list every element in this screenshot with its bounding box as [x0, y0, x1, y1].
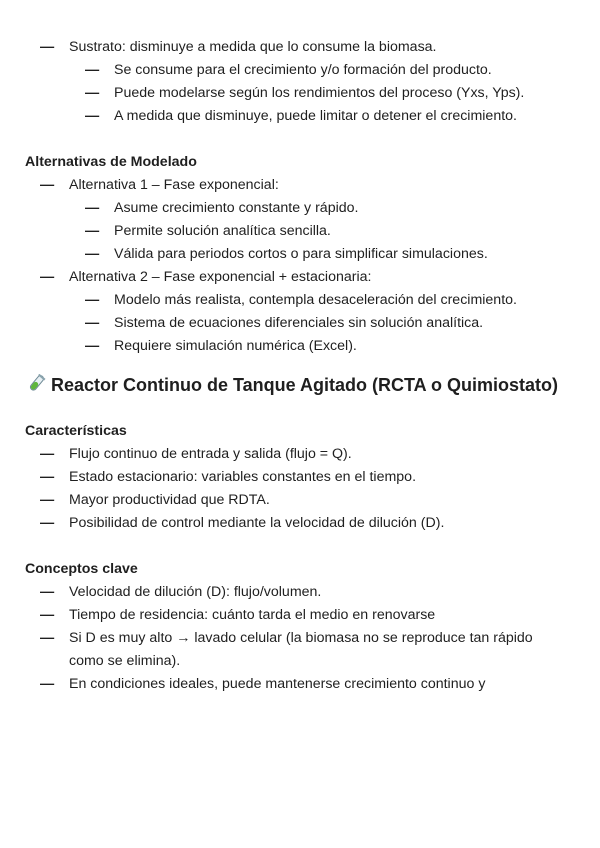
list-item-text: En condiciones ideales, puede mantenerse crecimiento continuo y [69, 676, 486, 692]
list-item [0, 266, 600, 289]
sub-list-item [0, 105, 600, 128]
list-item [0, 174, 600, 197]
sub-list-item [0, 82, 600, 105]
dash-bullet: — [85, 315, 100, 331]
list-item-text: Mayor productividad que RDTA. [69, 492, 270, 508]
sub-list-item [0, 197, 600, 220]
list-item [0, 604, 600, 627]
list-item-text: Flujo continuo de entrada y salida (flujo = Q). [69, 446, 352, 462]
alternatives-section [0, 151, 600, 358]
dash-bullet: — [40, 177, 55, 193]
key-concepts-section [0, 558, 600, 696]
dash-bullet: — [40, 630, 55, 646]
dash-bullet: — [40, 446, 55, 462]
sub-list-item [0, 335, 600, 358]
section-title-text: Reactor Continuo de Tanque Agitado (RCTA o Quimiostato) [51, 375, 558, 395]
list-item [0, 673, 600, 696]
list-item-text: Si D es muy alto → lavado celular (la biomasa no se reproduce tan rápido como se elimina). [69, 630, 533, 669]
list-item-text: Modelo más realista, contempla desaceleración del crecimiento. [114, 292, 517, 308]
dash-bullet: — [85, 62, 100, 78]
dash-bullet: — [40, 469, 55, 485]
characteristics-heading: Características [25, 423, 127, 439]
key-concepts-heading: Conceptos clave [25, 561, 138, 577]
list-item-text: A medida que disminuye, puede limitar o detener el crecimiento. [114, 108, 517, 124]
test-tube-icon [25, 374, 47, 394]
list-item [0, 627, 600, 673]
list-item [0, 512, 600, 535]
list-item-text: Alternativa 2 – Fase exponencial + estacionaria: [69, 269, 372, 285]
dash-bullet: — [40, 584, 55, 600]
list-item [0, 466, 600, 489]
list-item-text: Velocidad de dilución (D): flujo/volumen. [69, 584, 322, 600]
alternatives-heading: Alternativas de Modelado [25, 154, 197, 170]
dash-bullet: — [85, 246, 100, 262]
dash-bullet: — [85, 292, 100, 308]
document-page [0, 36, 600, 696]
dash-bullet: — [40, 515, 55, 531]
sub-list-item [0, 312, 600, 335]
dash-bullet: — [40, 607, 55, 623]
list-item-text: Estado estacionario: variables constantes en el tiempo. [69, 469, 417, 485]
list-item-text: Puede modelarse según los rendimientos del proceso (Yxs, Yps). [114, 85, 525, 101]
dash-bullet: — [85, 200, 100, 216]
list-item-text: Permite solución analítica sencilla. [114, 223, 331, 239]
dash-bullet: — [85, 338, 100, 354]
dash-bullet: — [85, 108, 100, 124]
list-item-text: Posibilidad de control mediante la velocidad de dilución (D). [69, 515, 445, 531]
dash-bullet: — [85, 223, 100, 239]
list-item [0, 489, 600, 512]
section-title [0, 374, 600, 397]
list-item-text: Asume crecimiento constante y rápido. [114, 200, 359, 216]
list-item-text: Se consume para el crecimiento y/o formación del producto. [114, 62, 492, 78]
dash-bullet: — [85, 85, 100, 101]
list-item [0, 581, 600, 604]
sub-list-item [0, 243, 600, 266]
list-item-text: Sustrato: disminuye a medida que lo consume la biomasa. [69, 39, 437, 55]
list-item-text: Tiempo de residencia: cuánto tarda el medio en renovarse [69, 607, 436, 623]
dash-bullet: — [40, 269, 55, 285]
dash-bullet: — [40, 39, 55, 55]
list-item [0, 36, 600, 59]
sub-list-item [0, 289, 600, 312]
list-item-text: Válida para periodos cortos o para simplificar simulaciones. [114, 246, 488, 262]
list-item-text: Requiere simulación numérica (Excel). [114, 338, 357, 354]
list-item-text: Alternativa 1 – Fase exponencial: [69, 177, 279, 193]
sub-list-item [0, 59, 600, 82]
intro-list [0, 36, 600, 128]
dash-bullet: — [40, 676, 55, 692]
sub-list-item [0, 220, 600, 243]
dash-bullet: — [40, 492, 55, 508]
characteristics-section [0, 420, 600, 535]
list-item [0, 443, 600, 466]
list-item-text: Sistema de ecuaciones diferenciales sin solución analítica. [114, 315, 484, 331]
